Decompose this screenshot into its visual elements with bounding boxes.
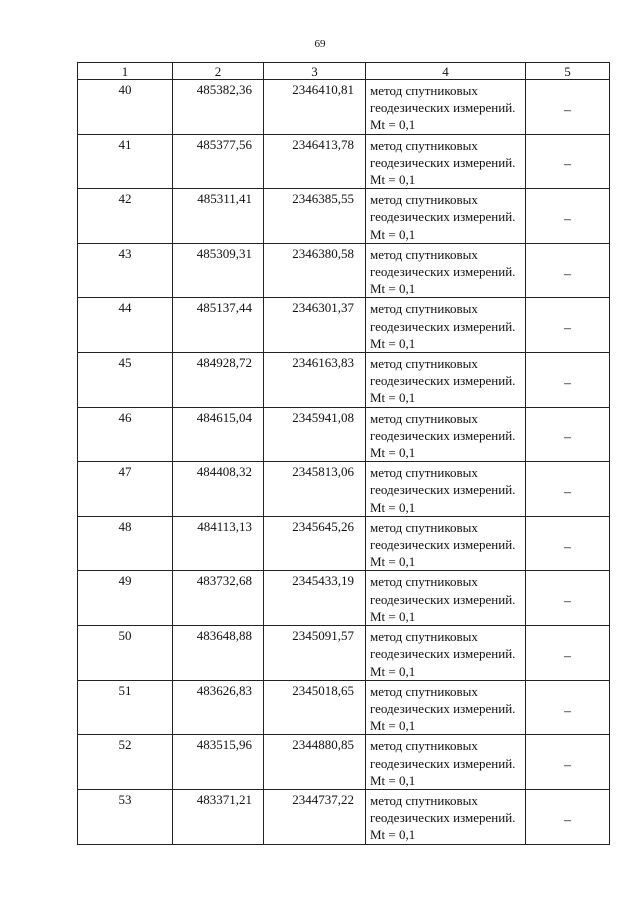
note-cell bbox=[526, 243, 610, 298]
column-header-5: 5 bbox=[526, 63, 610, 80]
coordinates-table bbox=[77, 62, 610, 845]
note-cell bbox=[526, 134, 610, 189]
x-coordinate-cell: 484408,32 bbox=[173, 462, 264, 517]
x-coordinate-cell: 485382,36 bbox=[173, 80, 264, 135]
point-number-cell: 40 bbox=[78, 80, 173, 135]
x-coordinate-cell: 485311,41 bbox=[173, 189, 264, 244]
column-header-4: 4 bbox=[366, 63, 526, 80]
dash-mark: – bbox=[564, 375, 571, 391]
x-coordinate-cell: 485377,56 bbox=[173, 134, 264, 189]
dash-mark: – bbox=[564, 539, 571, 555]
dash-mark: – bbox=[564, 102, 571, 118]
method-cell: метод спутниковых геодезических измерений. Mt = 0,1 bbox=[366, 516, 526, 571]
x-coordinate-cell: 485309,31 bbox=[173, 243, 264, 298]
column-header-2: 2 bbox=[173, 63, 264, 80]
method-cell: метод спутниковых геодезических измерений. Mt = 0,1 bbox=[366, 407, 526, 462]
note-cell bbox=[526, 516, 610, 571]
x-coordinate-cell: 484113,13 bbox=[173, 516, 264, 571]
method-cell: метод спутниковых геодезических измерений. Mt = 0,1 bbox=[366, 571, 526, 626]
method-cell: метод спутниковых геодезических измерений. Mt = 0,1 bbox=[366, 626, 526, 681]
table-row bbox=[78, 189, 610, 244]
method-cell: метод спутниковых геодезических измерений. Mt = 0,1 bbox=[366, 462, 526, 517]
point-number-cell: 47 bbox=[78, 462, 173, 517]
column-header-3: 3 bbox=[264, 63, 366, 80]
point-number-cell: 52 bbox=[78, 735, 173, 790]
y-coordinate-cell: 2344880,85 bbox=[264, 735, 366, 790]
header-row bbox=[78, 63, 610, 80]
point-number-cell: 41 bbox=[78, 134, 173, 189]
dash-mark: – bbox=[564, 758, 571, 774]
table-row bbox=[78, 407, 610, 462]
dash-mark: – bbox=[564, 648, 571, 664]
table-row bbox=[78, 516, 610, 571]
x-coordinate-cell: 484615,04 bbox=[173, 407, 264, 462]
table-row bbox=[78, 298, 610, 353]
page-number: 69 bbox=[314, 38, 326, 50]
method-cell: метод спутниковых геодезических измерений. Mt = 0,1 bbox=[366, 189, 526, 244]
point-number-cell: 43 bbox=[78, 243, 173, 298]
dash-mark: – bbox=[564, 485, 571, 501]
point-number-cell: 51 bbox=[78, 680, 173, 735]
point-number-cell: 48 bbox=[78, 516, 173, 571]
table-row bbox=[78, 789, 610, 844]
y-coordinate-cell: 2345813,06 bbox=[264, 462, 366, 517]
dash-mark: – bbox=[564, 430, 571, 446]
point-number-cell: 42 bbox=[78, 189, 173, 244]
note-cell bbox=[526, 571, 610, 626]
y-coordinate-cell: 2345941,08 bbox=[264, 407, 366, 462]
table-row bbox=[78, 680, 610, 735]
note-cell bbox=[526, 407, 610, 462]
note-cell bbox=[526, 298, 610, 353]
x-coordinate-cell: 485137,44 bbox=[173, 298, 264, 353]
x-coordinate-cell: 483371,21 bbox=[173, 789, 264, 844]
method-cell: метод спутниковых геодезических измерений. Mt = 0,1 bbox=[366, 243, 526, 298]
table-row bbox=[78, 353, 610, 408]
table-body bbox=[78, 80, 610, 845]
dash-mark: – bbox=[564, 157, 571, 173]
note-cell bbox=[526, 353, 610, 408]
x-coordinate-cell: 483732,68 bbox=[173, 571, 264, 626]
point-number-cell: 44 bbox=[78, 298, 173, 353]
dash-mark: – bbox=[564, 703, 571, 719]
method-cell: метод спутниковых геодезических измерений. Mt = 0,1 bbox=[366, 680, 526, 735]
x-coordinate-cell: 484928,72 bbox=[173, 353, 264, 408]
point-number-cell: 46 bbox=[78, 407, 173, 462]
note-cell bbox=[526, 626, 610, 681]
method-cell: метод спутниковых геодезических измерений. Mt = 0,1 bbox=[366, 298, 526, 353]
y-coordinate-cell: 2346380,58 bbox=[264, 243, 366, 298]
dash-mark: – bbox=[564, 594, 571, 610]
table-header bbox=[78, 63, 610, 80]
note-cell bbox=[526, 789, 610, 844]
table-row bbox=[78, 134, 610, 189]
column-header-1: 1 bbox=[78, 63, 173, 80]
method-cell: метод спутниковых геодезических измерений. Mt = 0,1 bbox=[366, 353, 526, 408]
point-number-cell: 49 bbox=[78, 571, 173, 626]
note-cell bbox=[526, 189, 610, 244]
y-coordinate-cell: 2346301,37 bbox=[264, 298, 366, 353]
y-coordinate-cell: 2345091,57 bbox=[264, 626, 366, 681]
x-coordinate-cell: 483648,88 bbox=[173, 626, 264, 681]
point-number-cell: 53 bbox=[78, 789, 173, 844]
method-cell: метод спутниковых геодезических измерений. Mt = 0,1 bbox=[366, 789, 526, 844]
x-coordinate-cell: 483626,83 bbox=[173, 680, 264, 735]
note-cell bbox=[526, 735, 610, 790]
table-row bbox=[78, 80, 610, 135]
dash-mark: – bbox=[564, 812, 571, 828]
table-row bbox=[78, 243, 610, 298]
y-coordinate-cell: 2344737,22 bbox=[264, 789, 366, 844]
table-row bbox=[78, 735, 610, 790]
table-row bbox=[78, 571, 610, 626]
y-coordinate-cell: 2346410,81 bbox=[264, 80, 366, 135]
y-coordinate-cell: 2345645,26 bbox=[264, 516, 366, 571]
note-cell bbox=[526, 680, 610, 735]
dash-mark: – bbox=[564, 212, 571, 228]
table-row bbox=[78, 462, 610, 517]
y-coordinate-cell: 2345018,65 bbox=[264, 680, 366, 735]
y-coordinate-cell: 2346385,55 bbox=[264, 189, 366, 244]
y-coordinate-cell: 2345433,19 bbox=[264, 571, 366, 626]
x-coordinate-cell: 483515,96 bbox=[173, 735, 264, 790]
point-number-cell: 45 bbox=[78, 353, 173, 408]
note-cell bbox=[526, 80, 610, 135]
method-cell: метод спутниковых геодезических измерений. Mt = 0,1 bbox=[366, 134, 526, 189]
method-cell: метод спутниковых геодезических измерений. Mt = 0,1 bbox=[366, 80, 526, 135]
y-coordinate-cell: 2346163,83 bbox=[264, 353, 366, 408]
method-cell: метод спутниковых геодезических измерений. Mt = 0,1 bbox=[366, 735, 526, 790]
dash-mark: – bbox=[564, 266, 571, 282]
table-row bbox=[78, 626, 610, 681]
note-cell bbox=[526, 462, 610, 517]
dash-mark: – bbox=[564, 321, 571, 337]
point-number-cell: 50 bbox=[78, 626, 173, 681]
y-coordinate-cell: 2346413,78 bbox=[264, 134, 366, 189]
